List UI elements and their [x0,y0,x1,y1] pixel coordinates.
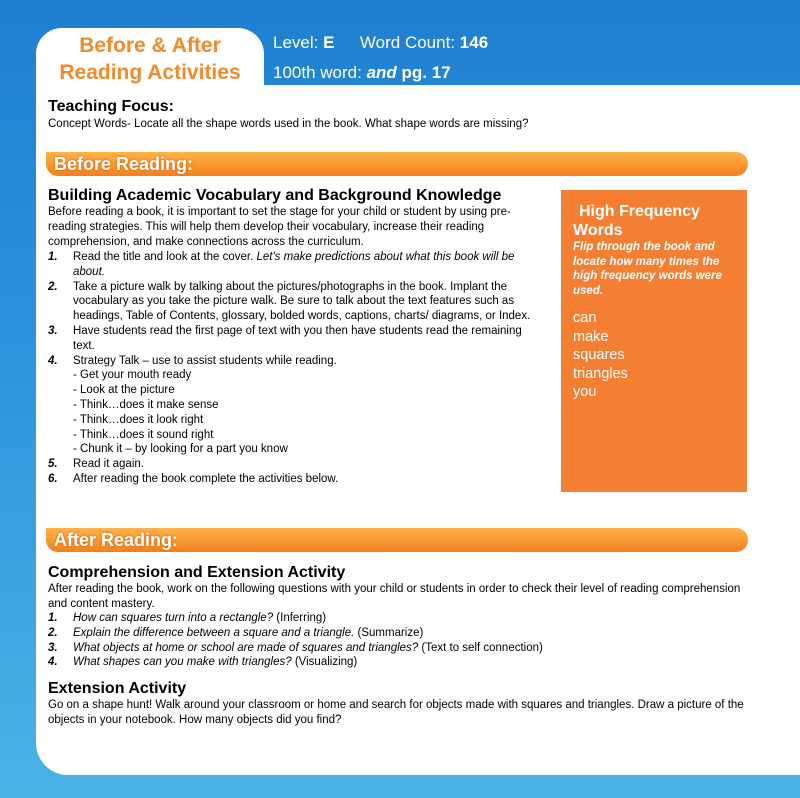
list-item: 5. Read it again. [48,458,144,471]
level-info [273,33,488,53]
strategy-item: - Think…does it make sense [73,398,219,411]
list-item: make [573,328,609,345]
title-line-2: Reading Activities [59,61,241,84]
list-item: 4. What shapes can you make with triangles? (Visualizing) [48,656,358,669]
list-item: 2. Take a picture walk by talking about the pictures/photographs in the book. Implant the vocabulary as you take the picture walk. Be sure to talk about the text features such as headings, Table of Contents, glossary, bolded words, captions, charts/ diagrams, or Index. [48,280,531,323]
list-item: you [573,384,597,401]
before-reading-intro: Before reading a book, it is important to set the stage for your child or student by using pre-reading strategies. This will help them develop their vocabulary, increase their reading comprehension, and make connections across the curriculum. [48,206,511,248]
list-item: 3. Have students read the first page of text with you then have students read the remaining text. [48,324,522,352]
list-item: can [573,310,597,326]
strategy-item: - Think…does it sound right [73,428,214,441]
high-frequency-box [561,190,747,492]
strategy-item: - Chunk it – by looking for a part you know [73,443,288,456]
page-ref: pg. 17 [401,63,451,82]
high-frequency-heading: High Frequency Words [573,203,700,239]
teaching-focus-text: Concept Words- Locate all the shape words used in the book. What shape words are missing? [48,118,529,130]
after-reading-banner [46,528,748,552]
before-reading-label: Before Reading: [54,154,194,174]
level-label: Level: [273,33,319,52]
strategy-item: - Think…does it look right [73,413,204,426]
after-reading-intro: After reading the book, work on the following questions with your child or students in order to check their level of reading comprehension and content mastery. [48,583,741,610]
word-count-value: 146 [459,33,489,52]
list-item: 4. Strategy Talk – use to assist students while reading. [48,354,337,367]
list-item: squares [573,347,625,364]
teaching-focus-heading: Teaching Focus: [48,98,174,115]
list-item: 1. Read the title and look at the cover. Let's make predictions about what this book will be about. [48,251,515,278]
list-item: 1. How can squares turn into a rectangle? (Inferring) [48,612,327,624]
list-item: 3. What objects at home or school are made of squares and triangles? (Text to self connection) [48,641,543,654]
vocabulary-heading: Building Academic Vocabulary and Background Knowledge [48,187,502,204]
list-item: 6. After reading the book complete the activities below. [48,472,339,485]
word-count-label: Word Count: [359,33,456,52]
title-line-1: Before & After [79,34,221,57]
page-title [36,32,264,86]
strategy-item: - Get your mouth ready [73,369,192,382]
high-frequency-instruction: Flip through the book and locate how many times the high frequency words were used. [573,241,722,297]
before-reading-steps [48,250,540,487]
extension-heading: Extension Activity [48,680,187,697]
hundredth-word-info [273,63,451,83]
comprehension-heading: Comprehension and Extension Activity [48,564,346,581]
before-reading-banner [46,152,748,176]
comprehension-questions [48,611,748,670]
level-value: E [323,33,335,52]
strategy-item: - Look at the picture [73,384,175,397]
list-item: triangles [573,365,628,382]
high-frequency-word-list [573,309,628,402]
hundredth-label: 100th word: [273,63,362,82]
hundredth-word: and [366,63,397,82]
extension-text: Go on a shape hunt! Walk around your classroom or home and search for objects made with squares and triangles. Draw a picture of the objects in your notebook. How many objects did you find? [48,699,744,726]
after-reading-label: After Reading: [54,530,179,550]
list-item: 2. Explain the difference between a square and a triangle. (Summarize) [48,626,424,639]
